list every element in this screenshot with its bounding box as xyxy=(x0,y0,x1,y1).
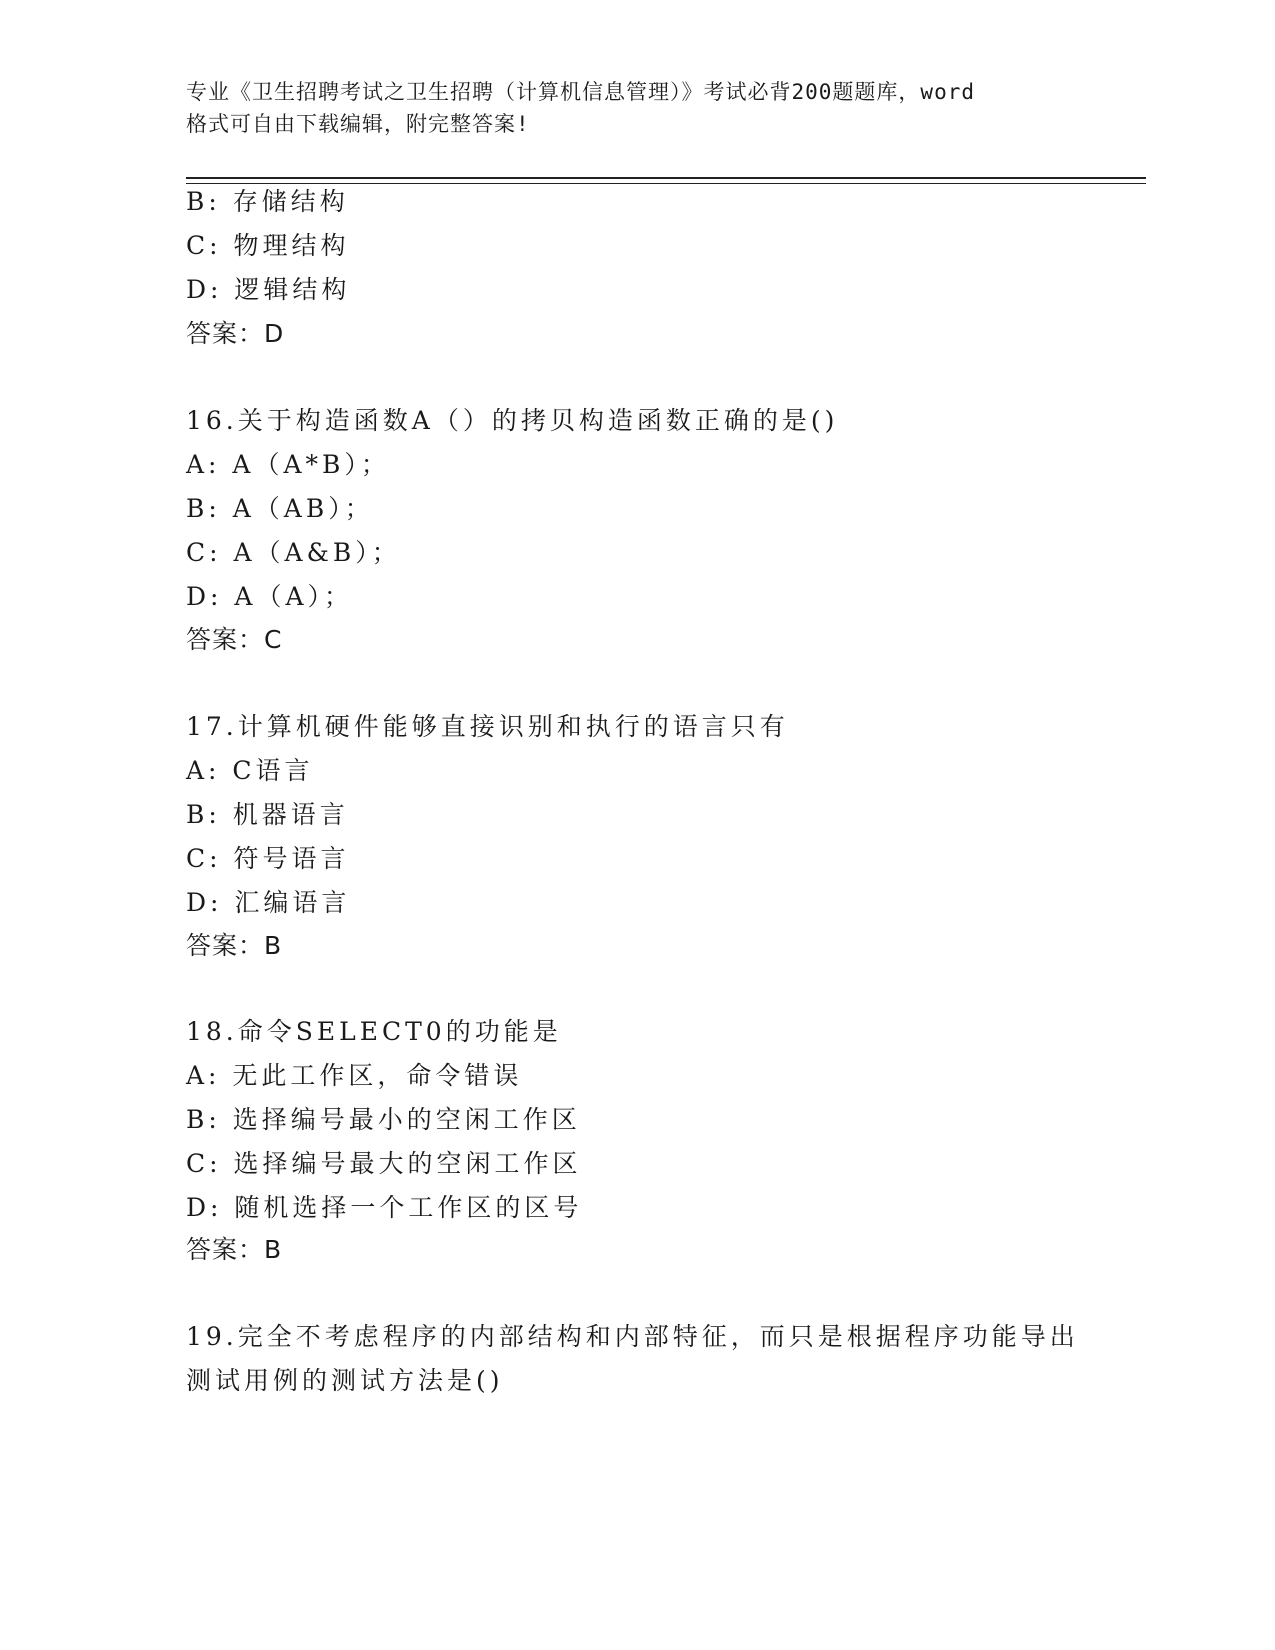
q16-option-a: A: A（A*B）； xyxy=(186,450,390,479)
q19-question-line-2: 测试用例的测试方法是() xyxy=(186,1366,504,1395)
q18-option-b: B: 选择编号最小的空闲工作区 xyxy=(186,1105,581,1134)
header-divider-thick xyxy=(186,177,1146,179)
q18-option-c: C: 选择编号最大的空闲工作区 xyxy=(186,1149,582,1178)
q18-question: 18.命令SELECT0的功能是 xyxy=(186,1017,562,1046)
q17-option-a: A: C语言 xyxy=(186,756,314,785)
q16-answer: 答案：C xyxy=(186,625,283,654)
q18-option-a: A: 无此工作区，命令错误 xyxy=(186,1061,523,1090)
q15-option-c: C: 物理结构 xyxy=(186,231,350,260)
q15-option-d: D: 逻辑结构 xyxy=(186,275,351,304)
header-line-2: 格式可自由下载编辑，附完整答案! xyxy=(186,112,530,136)
q19-question-line-1: 19.完全不考虑程序的内部结构和内部特征，而只是根据程序功能导出 xyxy=(186,1322,1079,1351)
q18-answer: 答案：B xyxy=(186,1235,283,1264)
header-line-1: 专业《卫生招聘考试之卫生招聘（计算机信息管理）》考试必背200题题库，word xyxy=(186,80,975,104)
q15-option-b: B: 存储结构 xyxy=(186,187,349,216)
q16-option-d: D: A（A）； xyxy=(186,582,354,611)
q17-question: 17.计算机硬件能够直接识别和执行的语言只有 xyxy=(186,712,789,741)
q17-option-b: B: 机器语言 xyxy=(186,800,349,829)
q16-option-c: C: A（A&B）； xyxy=(186,538,401,567)
q16-question: 16.关于构造函数A（）的拷贝构造函数正确的是() xyxy=(186,406,839,435)
q18-option-d: D: 随机选择一个工作区的区号 xyxy=(186,1193,583,1222)
document-header xyxy=(186,76,1106,140)
q17-option-d: D: 汇编语言 xyxy=(186,888,351,917)
document-page xyxy=(186,0,1146,1650)
header-divider-thin xyxy=(186,183,1146,184)
q15-answer: 答案：D xyxy=(186,319,285,348)
q17-option-c: C: 符号语言 xyxy=(186,844,350,873)
q17-answer: 答案：B xyxy=(186,931,283,960)
q16-option-b: B: A（AB）； xyxy=(186,494,374,523)
